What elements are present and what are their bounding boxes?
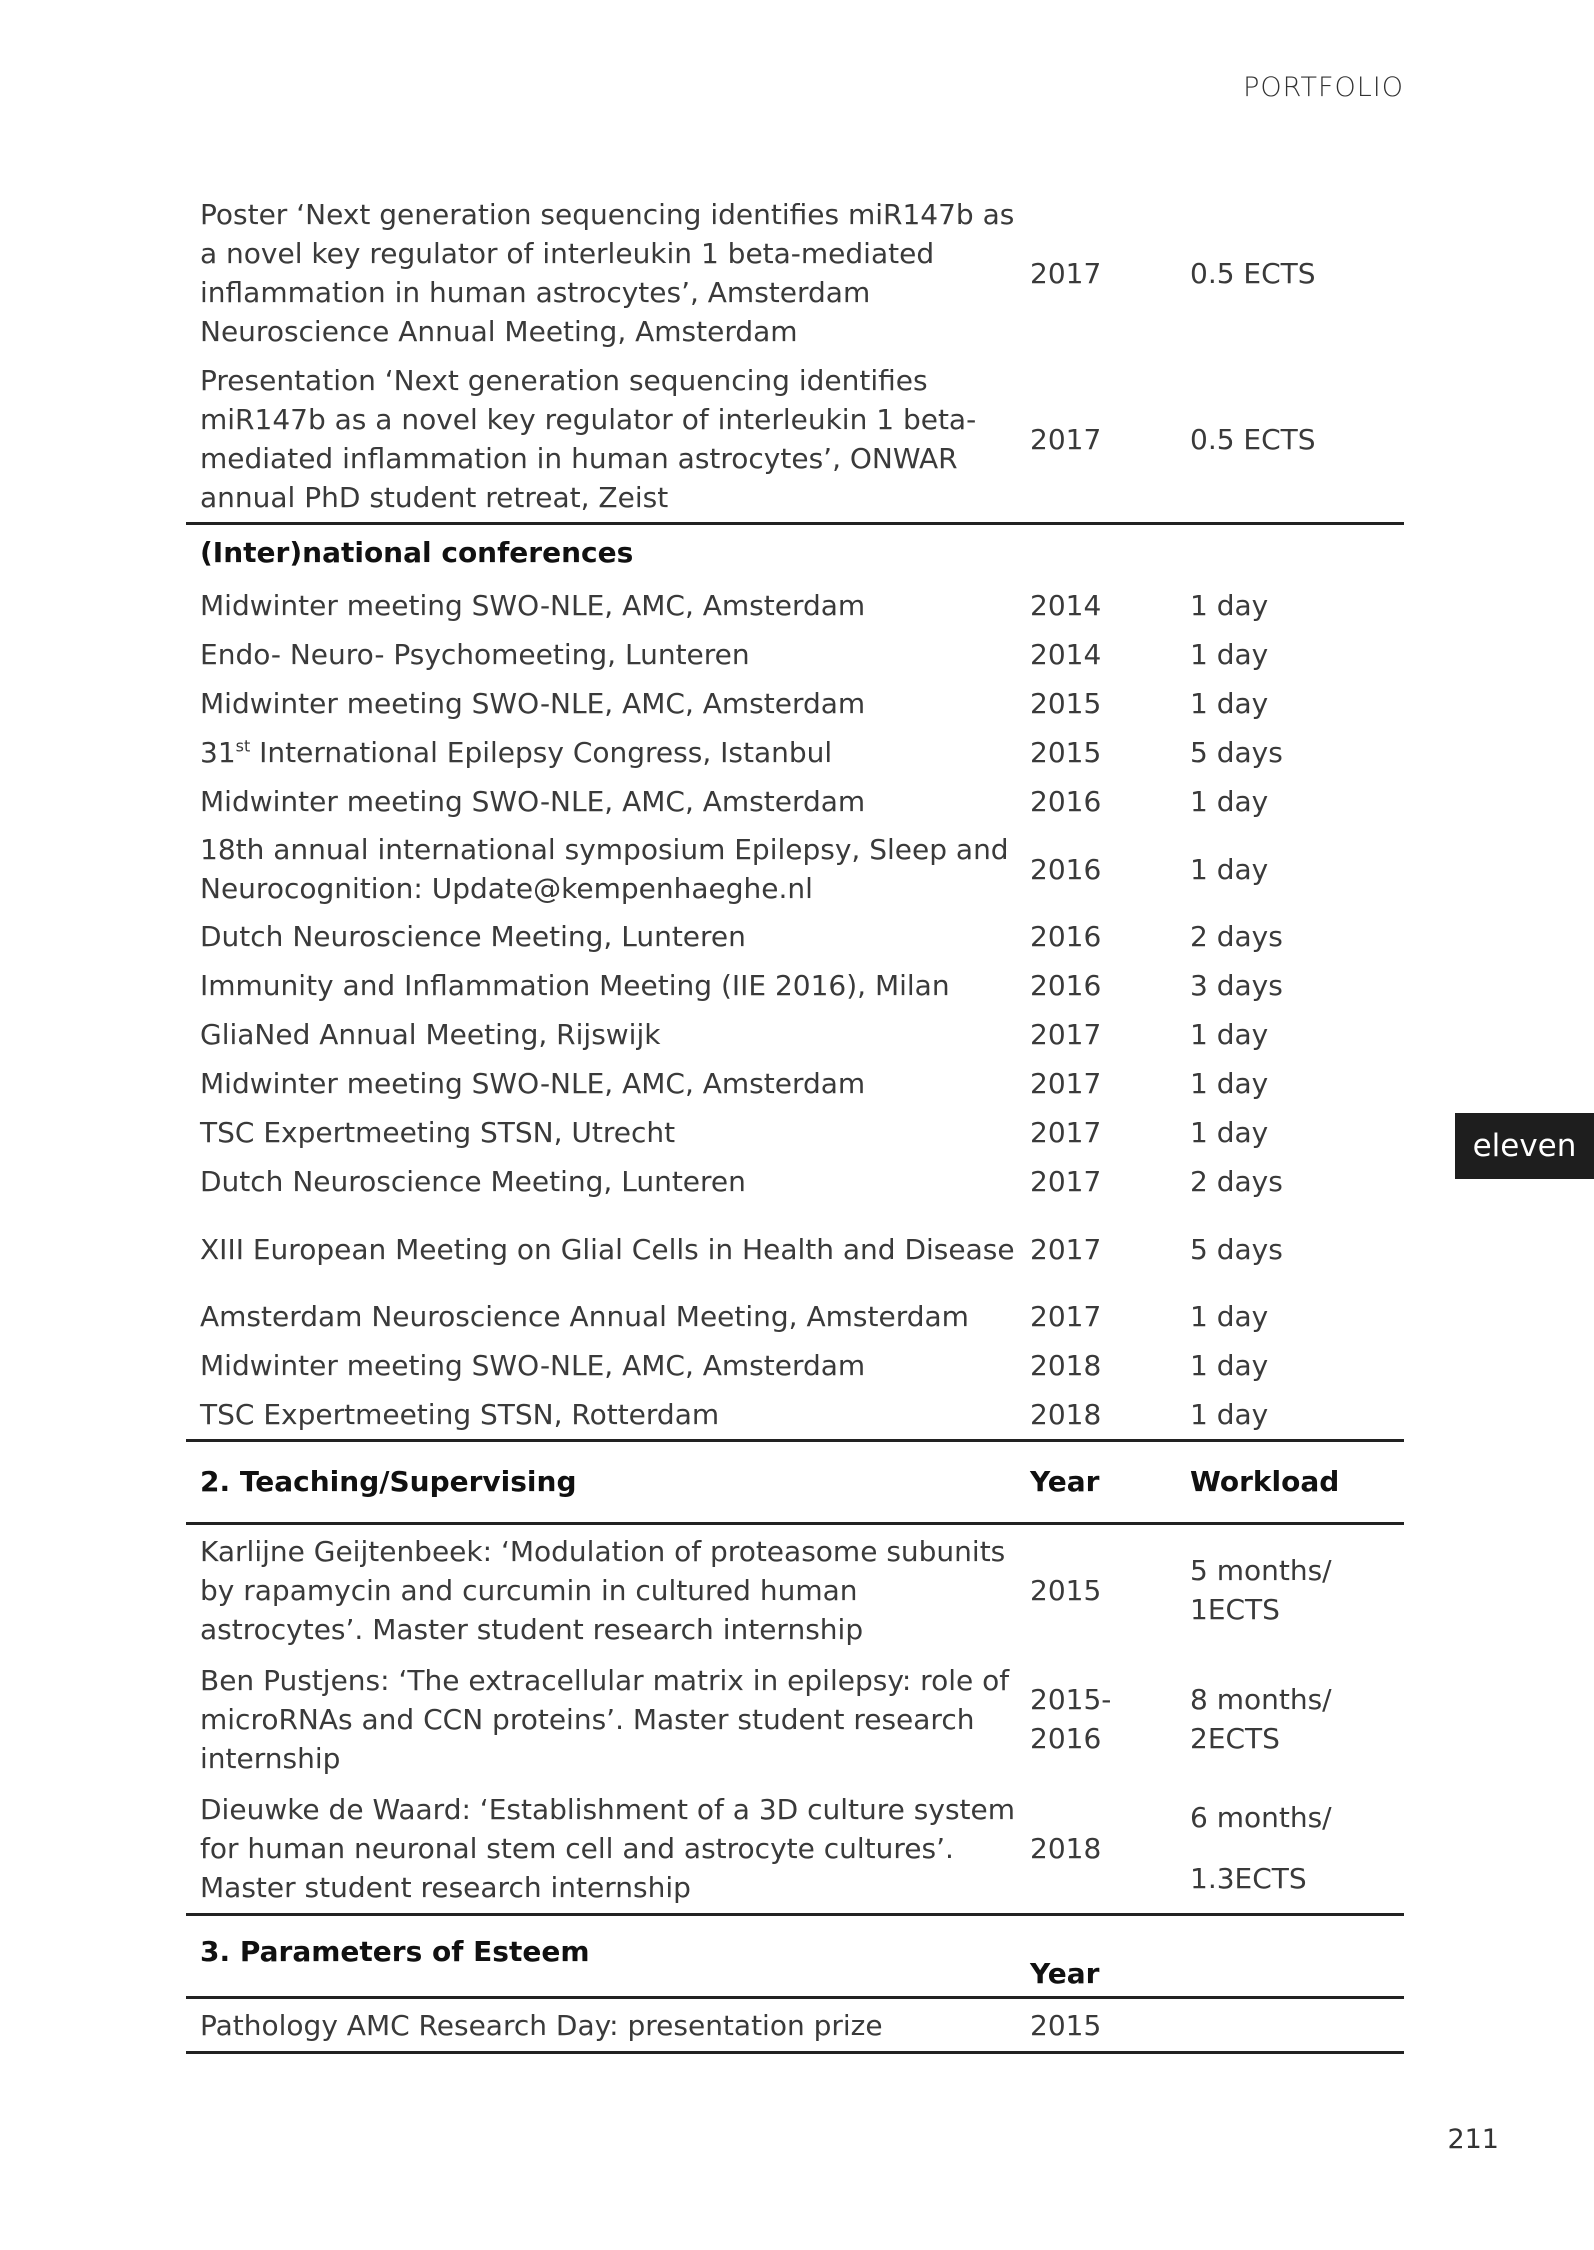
activity-title: Karlijne Geijtenbeek: ‘Modulation of proteasome subunits by rapamycin and curcumin in cultured human astrocytes’. Master student research internship: [200, 1534, 1006, 1646]
table-row: [186, 826, 1404, 912]
table-row: [186, 356, 1404, 525]
activity-title: Midwinter meeting SWO-NLE, AMC, Amsterdam: [200, 589, 866, 622]
activity-year: 2015: [1030, 1573, 1102, 1607]
activity-year: 2017: [1030, 1018, 1102, 1051]
activity-title: Endo- Neuro- Psychomeeting, Lunteren: [200, 638, 750, 671]
table-row: [186, 190, 1404, 356]
activity-year: 2014: [1030, 589, 1102, 622]
activity-year: 2018: [1030, 1831, 1102, 1865]
activity-title: Midwinter meeting SWO-NLE, AMC, Amsterdam: [200, 687, 866, 720]
activity-workload: 1 day: [1190, 1018, 1269, 1051]
activity-title: Dutch Neuroscience Meeting, Lunteren: [200, 920, 746, 953]
table-row: [186, 1010, 1404, 1059]
table-row: [186, 1108, 1404, 1157]
activity-workload: 1 day: [1190, 687, 1269, 720]
section-title: 2. Teaching/Supervising: [200, 1465, 577, 1498]
table-row: [186, 728, 1404, 777]
activity-title: TSC Expertmeeting STSN, Rotterdam: [200, 1398, 720, 1431]
table-row: [186, 1341, 1404, 1390]
activity-title: Dieuwke de Waard: ‘Establishment of a 3D culture system for human neuronal stem cell and astrocyte cultures’. Master student research internship: [200, 1792, 1016, 1904]
activity-title: Presentation ‘Next generation sequencing identifies miR147b as a novel key regulator of interleukin 1 beta-mediated inflammation in human astrocytes’, ONWAR annual PhD student retreat, Zeist: [200, 364, 977, 514]
activity-title: Pathology AMC Research Day: presentation prize: [200, 2008, 883, 2042]
section-title: 3. Parameters of Esteem: [200, 1935, 590, 1968]
table-row: [186, 679, 1404, 728]
activity-title: Dutch Neuroscience Meeting, Lunteren: [200, 1165, 746, 1198]
activity-workload: 1 day: [1190, 1398, 1269, 1431]
activity-workload: 1 day: [1190, 852, 1269, 886]
activity-workload: 3 days: [1190, 969, 1283, 1002]
table-row: [186, 1999, 1404, 2054]
activity-year: 2015: [1030, 2008, 1102, 2042]
activity-year: 2016: [1030, 920, 1102, 953]
activity-workload: 6 months/ 1.3ECTS: [1190, 1801, 1332, 1895]
activity-year: 2018: [1030, 1349, 1102, 1382]
table-row: [186, 1157, 1404, 1206]
activity-workload: 1 day: [1190, 1349, 1269, 1382]
activity-title: Midwinter meeting SWO-NLE, AMC, Amsterdam: [200, 1067, 866, 1100]
table-row: [186, 1206, 1404, 1292]
activity-year: 2017: [1030, 422, 1102, 456]
section-title: (Inter)national conferences: [200, 536, 634, 569]
activity-workload: 5 months/ 1ECTS: [1190, 1554, 1332, 1626]
activity-workload: 1 day: [1190, 589, 1269, 622]
chapter-tab: eleven: [1455, 1113, 1594, 1179]
table-row: [186, 1292, 1404, 1341]
activity-year: 2017: [1030, 1067, 1102, 1100]
table-row: [186, 1059, 1404, 1108]
activity-year: 2016: [1030, 785, 1102, 818]
activity-title: 31st International Epilepsy Congress, Istanbul: [200, 736, 833, 769]
activity-workload: 5 days: [1190, 736, 1283, 769]
section-heading-teaching: [186, 1442, 1404, 1525]
activity-title: Amsterdam Neuroscience Annual Meeting, Amsterdam: [200, 1300, 969, 1333]
activity-year: 2015: [1030, 736, 1102, 769]
activity-workload: 2 days: [1190, 920, 1283, 953]
portfolio-table: [186, 190, 1404, 2054]
activity-year: 2016: [1030, 969, 1102, 1002]
activity-workload: 1 day: [1190, 638, 1269, 671]
table-row: [186, 1783, 1404, 1916]
activity-title: Midwinter meeting SWO-NLE, AMC, Amsterdam: [200, 785, 866, 818]
table-row: [186, 912, 1404, 961]
activity-workload: 2 days: [1190, 1165, 1283, 1198]
section-heading-esteem: [186, 1916, 1404, 1999]
activity-title: Midwinter meeting SWO-NLE, AMC, Amsterdam: [200, 1349, 866, 1382]
activity-title: Ben Pustjens: ‘The extracellular matrix in epilepsy: role of microRNAs and CCN proteins’. Master student research internship: [200, 1663, 1010, 1775]
column-header-workload: Workload: [1190, 1465, 1340, 1498]
activity-workload: 1 day: [1190, 785, 1269, 818]
activity-year: 2017: [1030, 1116, 1102, 1149]
column-header-year: Year: [1030, 1465, 1100, 1498]
table-row: [186, 961, 1404, 1010]
activity-workload: 5 days: [1190, 1232, 1283, 1266]
activity-year: 2017: [1030, 1232, 1102, 1266]
table-row: [186, 1390, 1404, 1442]
activity-title: GliaNed Annual Meeting, Rijswijk: [200, 1018, 661, 1051]
activity-title: 18th annual international symposium Epilepsy, Sleep and Neurocognition: Update@kempenhaeghe.nl: [200, 833, 1009, 905]
activity-title: TSC Expertmeeting STSN, Utrecht: [200, 1116, 676, 1149]
table-row: [186, 581, 1404, 630]
activity-year: 2017: [1030, 256, 1102, 290]
activity-workload: 1 day: [1190, 1300, 1269, 1333]
activity-title: Poster ‘Next generation sequencing identifies miR147b as a novel key regulator of interleukin 1 beta-mediated inflammation in human astrocytes’, Amsterdam Neuroscience Annual Meeting, Amsterdam: [200, 198, 1015, 348]
activity-year: 2016: [1030, 852, 1102, 886]
page-number: 211: [1447, 2124, 1499, 2155]
table-row: [186, 1655, 1404, 1783]
table-row: [186, 777, 1404, 826]
activity-year: 2017: [1030, 1165, 1102, 1198]
section-heading-conferences: [186, 525, 1404, 581]
column-header-year: Year: [1030, 1957, 1100, 1990]
activity-year: 2017: [1030, 1300, 1102, 1333]
activity-title: XIII European Meeting on Glial Cells in Health and Disease: [200, 1232, 1015, 1266]
table-row: [186, 630, 1404, 679]
activity-year: 2015-2016: [1030, 1683, 1112, 1755]
activity-workload: 8 months/ 2ECTS: [1190, 1683, 1332, 1755]
running-header: PORTFOLIO: [1243, 72, 1404, 103]
activity-workload: 0.5 ECTS: [1190, 422, 1316, 456]
table-row: [186, 1525, 1404, 1655]
activity-workload: 1 day: [1190, 1116, 1269, 1149]
activity-title: Immunity and Inflammation Meeting (IIE 2016), Milan: [200, 969, 950, 1002]
activity-year: 2015: [1030, 687, 1102, 720]
activity-year: 2014: [1030, 638, 1102, 671]
activity-workload: 0.5 ECTS: [1190, 256, 1316, 290]
activity-workload: 1 day: [1190, 1067, 1269, 1100]
activity-year: 2018: [1030, 1398, 1102, 1431]
